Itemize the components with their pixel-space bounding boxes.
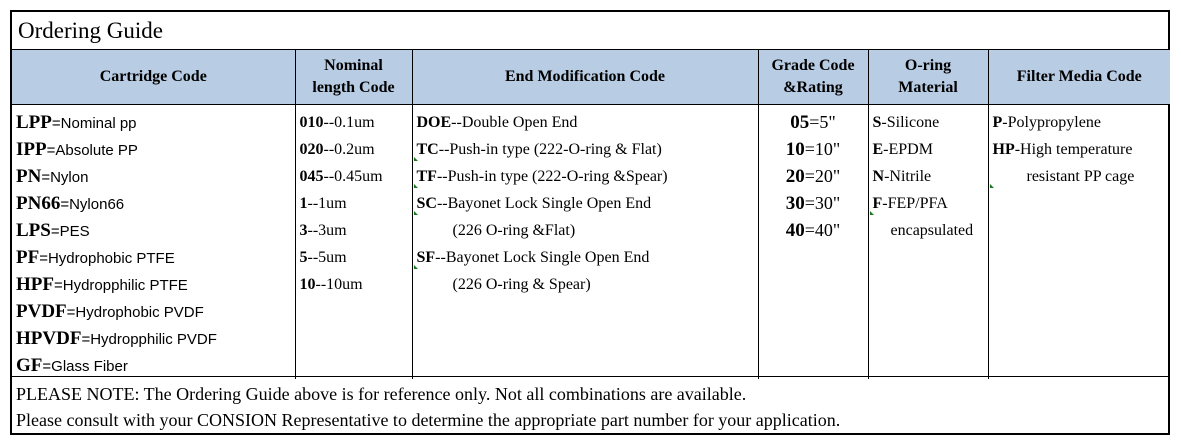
- grade-item: 05=5": [790, 112, 836, 133]
- filter-media-cell: [988, 105, 1170, 380]
- cartridge-item: PN66=Nylon66: [16, 193, 125, 214]
- guide-title: Ordering Guide: [12, 12, 1168, 50]
- ordering-guide: [10, 10, 1170, 435]
- grade-item: 10=10": [785, 139, 841, 160]
- cartridge-item: PF=Hydrophobic PTFE: [16, 247, 175, 268]
- ordering-table: [12, 50, 1170, 379]
- filter-item: P-Polypropylene: [992, 114, 1101, 131]
- note-line: PLEASE NOTE: The Ordering Guide above is for reference only. Not all combinations are available.: [16, 384, 747, 404]
- grade-code-cell: [758, 105, 868, 380]
- note-line: Please consult with your CONSION Representative to determine the appropriate part number for your application.: [16, 410, 841, 430]
- cartridge-item: PN=Nylon: [16, 166, 89, 187]
- filter-item: HP-High temperature: [992, 141, 1133, 158]
- nominal-item: 10--10um: [299, 276, 363, 293]
- body-row: [12, 105, 1170, 380]
- end-modification-cell: [412, 105, 758, 380]
- end-mod-item-continuation: (226 O-ring &Flat): [452, 222, 576, 239]
- header-oring-material: O-ring Material: [868, 50, 988, 105]
- cartridge-item: GF=Glass Fiber: [16, 355, 128, 376]
- oring-item: S-Silicone: [872, 114, 940, 131]
- nominal-item: 045--0.45um: [299, 168, 383, 185]
- end-mod-item: DOE--Double Open End: [416, 114, 578, 131]
- nominal-item: 010--0.1um: [299, 114, 375, 131]
- header-nominal-length-code: Nominal length Code: [295, 50, 412, 105]
- cartridge-item: LPP=Nominal pp: [16, 112, 137, 133]
- nominal-item: 5--5um: [299, 249, 347, 266]
- oring-item: E-EPDM: [872, 141, 933, 158]
- filter-item-continuation: resistant PP cage: [993, 163, 1171, 190]
- cartridge-item: IPP=Absolute PP: [16, 139, 138, 160]
- grade-item: 30=30": [785, 193, 841, 214]
- header-filter-media-code: Filter Media Code: [988, 50, 1170, 105]
- header-cartridge-code: Cartridge Code: [12, 50, 295, 105]
- cartridge-item: HPF=Hydropphilic PTFE: [16, 274, 188, 295]
- grade-item: 40=40": [785, 220, 841, 241]
- nominal-item: 3--3um: [299, 222, 347, 239]
- header-end-modification-code: End Modification Code: [412, 50, 758, 105]
- cartridge-item: PVDF=Hydrophobic PVDF: [16, 301, 204, 322]
- cartridge-item: HPVDF=Hydropphilic PVDF: [16, 328, 217, 349]
- oring-material-cell: [868, 105, 988, 380]
- oring-item-continuation: encapsulated: [890, 222, 974, 239]
- header-grade-code: Grade Code &Rating: [758, 50, 868, 105]
- grade-item: 20=20": [785, 166, 841, 187]
- end-mod-item: SF--Bayonet Lock Single Open End: [417, 244, 758, 271]
- end-mod-item-continuation: (226 O-ring & Spear): [452, 276, 591, 293]
- ordering-note: [12, 376, 1168, 435]
- cartridge-code-cell: [12, 105, 295, 380]
- end-mod-item: TF--Push-in type (222-O-ring &Spear): [417, 163, 758, 190]
- cartridge-item: LPS=PES: [16, 220, 90, 241]
- end-mod-item: TC--Push-in type (222-O-ring & Flat): [417, 136, 758, 163]
- nominal-item: 1--1um: [299, 195, 347, 212]
- end-mod-item: SC--Bayonet Lock Single Open End: [417, 190, 758, 217]
- header-row: [12, 50, 1170, 105]
- oring-item: F-FEP/PFA: [873, 190, 988, 217]
- oring-item: N-Nitrile: [872, 168, 932, 185]
- nominal-item: 020--0.2um: [299, 141, 375, 158]
- nominal-length-cell: [295, 105, 412, 380]
